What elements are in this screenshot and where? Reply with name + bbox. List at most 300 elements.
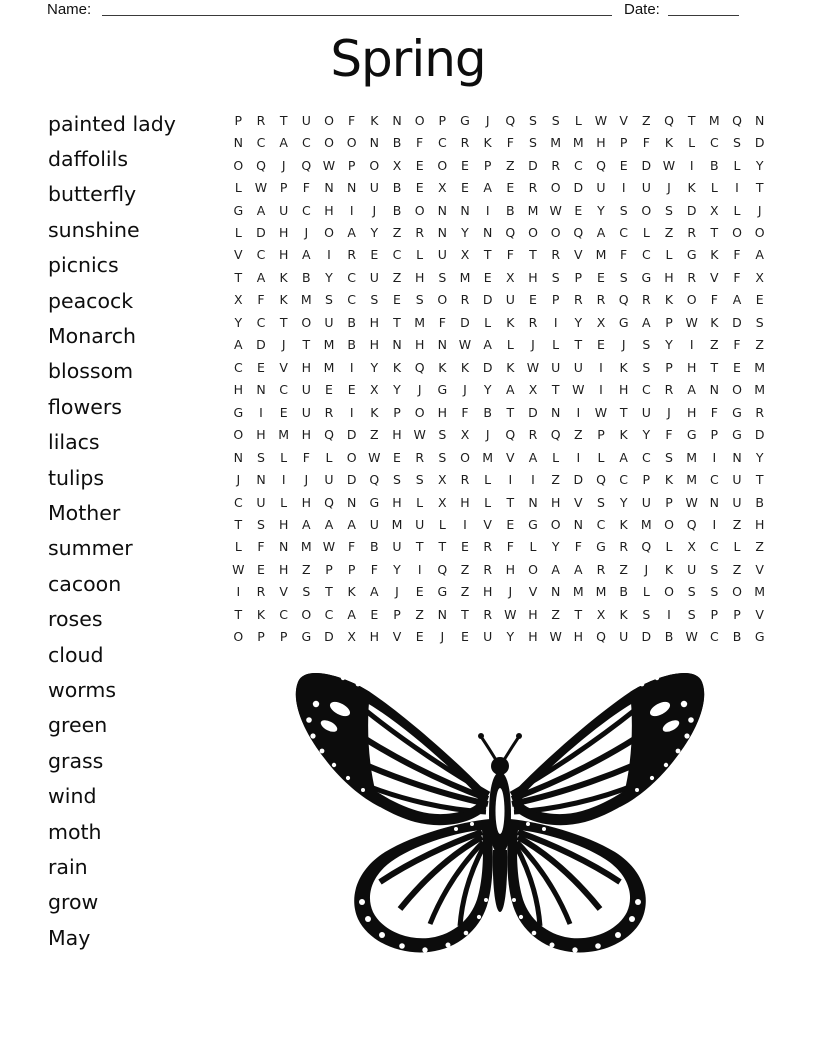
grid-letter-r5-c6: I — [349, 202, 354, 218]
grid-letter-r2-c5: O — [324, 135, 334, 151]
grid-letter-r18-c1: C — [233, 494, 243, 510]
grid-letter-r13-c24: M — [754, 382, 766, 398]
grid-letter-r1-c10: P — [438, 112, 447, 128]
grid-letter-r3-c14: D — [528, 157, 538, 173]
grid-letter-r7-c3: H — [278, 247, 289, 263]
grid-letter-r12-c2: E — [257, 359, 265, 375]
grid-letter-r16-c8: E — [393, 449, 401, 465]
grid-letter-r7-c2: C — [256, 247, 266, 263]
grid-letter-r14-c16: I — [576, 404, 581, 420]
grid-letter-r24-c10: J — [440, 629, 445, 645]
grid-letter-r15-c5: Q — [324, 427, 334, 443]
grid-letter-r14-c5: R — [324, 404, 334, 420]
grid-letter-r12-c5: M — [323, 359, 335, 375]
grid-letter-r11-c22: Z — [710, 337, 719, 353]
grid-letter-r18-c10: X — [438, 494, 447, 510]
grid-letter-r11-c14: J — [531, 337, 535, 353]
grid-letter-r23-c1: T — [234, 606, 243, 622]
grid-letter-r22-c23: O — [732, 584, 742, 600]
grid-letter-r6-c1: L — [234, 225, 242, 241]
grid-letter-r14-c7: K — [370, 404, 379, 420]
grid-letter-r8-c12: E — [483, 269, 492, 285]
grid-letter-r3-c1: O — [233, 157, 244, 173]
grid-letter-r22-c22: S — [710, 584, 719, 600]
grid-letter-r13-c9: J — [417, 382, 422, 398]
grid-letter-r12-c13: K — [506, 359, 515, 375]
grid-letter-r1-c1: P — [234, 112, 243, 128]
grid-letter-r20-c9: T — [415, 539, 424, 555]
grid-letter-r13-c1: H — [233, 382, 244, 398]
grid-letter-r10-c3: T — [279, 314, 288, 330]
grid-letter-r2-c19: F — [642, 135, 650, 151]
grid-letter-r2-c21: L — [688, 135, 696, 151]
grid-letter-r8-c9: H — [414, 269, 425, 285]
grid-letter-r14-c1: G — [233, 404, 244, 420]
grid-letter-r10-c13: K — [506, 314, 515, 330]
grid-letter-r20-c16: F — [574, 539, 582, 555]
grid-letter-r17-c7: Q — [369, 472, 380, 488]
grid-letter-r1-c9: O — [414, 112, 425, 128]
grid-letter-r6-c18: C — [619, 225, 629, 241]
grid-letter-r12-c8: K — [392, 359, 402, 375]
grid-letter-r1-c23: Q — [732, 112, 742, 128]
grid-letter-r4-c19: U — [641, 180, 651, 196]
grid-letter-r16-c24: Y — [755, 449, 764, 465]
grid-letter-r24-c23: B — [732, 629, 742, 645]
grid-letter-r20-c4: M — [300, 539, 312, 555]
grid-letter-r23-c18: K — [619, 606, 628, 622]
grid-letter-r21-c24: V — [755, 561, 764, 577]
grid-letter-r6-c24: O — [754, 225, 765, 241]
grid-letter-r10-c18: G — [618, 314, 629, 330]
grid-letter-r1-c22: M — [708, 112, 720, 128]
grid-letter-r6-c4: J — [304, 225, 309, 241]
grid-letter-r24-c8: V — [392, 629, 402, 645]
grid-letter-r10-c8: T — [393, 314, 401, 330]
grid-letter-r19-c15: O — [550, 516, 561, 532]
grid-letter-r7-c5: I — [327, 247, 331, 263]
grid-letter-r19-c1: T — [234, 516, 243, 532]
grid-letter-r22-c13: J — [508, 584, 513, 600]
grid-letter-r22-c19: L — [642, 584, 650, 600]
grid-letter-r23-c13: W — [504, 606, 517, 622]
grid-letter-r2-c10: C — [437, 135, 447, 151]
grid-letter-r10-c24: S — [755, 314, 764, 330]
grid-letter-r5-c10: N — [437, 202, 447, 218]
grid-letter-r7-c7: E — [370, 247, 379, 263]
grid-letter-r11-c15: L — [552, 337, 560, 353]
grid-letter-r9-c7: S — [370, 292, 379, 308]
grid-letter-r14-c13: T — [506, 404, 515, 420]
grid-letter-r21-c14: O — [528, 561, 538, 577]
grid-letter-r20-c1: L — [234, 539, 242, 555]
grid-letter-r2-c15: M — [550, 135, 562, 151]
grid-letter-r22-c14: V — [528, 584, 538, 600]
grid-letter-r3-c10: O — [437, 157, 448, 173]
grid-letter-r22-c21: S — [687, 584, 696, 600]
grid-letter-r17-c10: X — [438, 472, 447, 488]
grid-letter-r4-c18: I — [621, 180, 626, 196]
grid-letter-r24-c5: D — [324, 629, 334, 645]
grid-letter-r4-c2: W — [254, 180, 268, 196]
monarch-butterfly-icon — [290, 654, 710, 959]
grid-letter-r9-c22: F — [710, 292, 718, 308]
grid-letter-r24-c17: Q — [596, 629, 606, 645]
grid-letter-r24-c16: H — [573, 629, 584, 645]
grid-letter-r23-c4: O — [301, 606, 312, 622]
grid-letter-r12-c18: K — [619, 359, 628, 375]
grid-letter-r13-c19: C — [641, 382, 651, 398]
grid-letter-r8-c21: R — [687, 269, 696, 285]
word-list-item: flowers — [48, 394, 122, 419]
grid-letter-r6-c15: O — [550, 225, 561, 241]
grid-letter-r17-c20: K — [664, 472, 674, 488]
grid-letter-r1-c21: T — [687, 112, 696, 128]
grid-letter-r11-c16: T — [574, 337, 583, 353]
grid-letter-r9-c8: E — [393, 292, 401, 308]
grid-letter-r16-c12: M — [482, 449, 494, 465]
grid-letter-r12-c24: M — [754, 359, 766, 375]
grid-letter-r16-c10: S — [438, 449, 447, 465]
grid-letter-r8-c5: Y — [325, 269, 333, 285]
grid-letter-r8-c17: E — [597, 269, 605, 285]
grid-letter-r10-c22: K — [710, 314, 719, 330]
grid-letter-r21-c3: H — [278, 561, 289, 577]
grid-letter-r23-c9: Z — [415, 606, 424, 622]
grid-letter-r23-c16: T — [574, 606, 583, 622]
grid-letter-r17-c19: P — [642, 472, 651, 488]
grid-letter-r3-c2: Q — [256, 157, 266, 173]
grid-letter-r13-c21: A — [687, 382, 696, 398]
grid-letter-r5-c8: B — [392, 202, 402, 218]
grid-letter-r19-c21: Q — [686, 516, 697, 532]
grid-letter-r24-c19: D — [641, 629, 652, 645]
grid-letter-r3-c17: Q — [596, 157, 606, 173]
grid-letter-r15-c17: P — [597, 427, 605, 443]
word-list-item: wind — [48, 784, 97, 809]
grid-letter-r21-c7: F — [370, 561, 378, 577]
grid-letter-r9-c10: O — [437, 292, 448, 308]
grid-letter-r16-c13: V — [506, 449, 515, 465]
grid-letter-r1-c18: V — [619, 112, 628, 128]
grid-letter-r15-c3: M — [278, 427, 290, 443]
grid-letter-r4-c7: U — [369, 180, 379, 196]
grid-letter-r24-c13: Y — [506, 629, 515, 645]
grid-letter-r1-c16: L — [574, 112, 582, 128]
grid-letter-r12-c4: H — [301, 359, 312, 375]
grid-letter-r21-c1: W — [232, 561, 245, 577]
grid-letter-r18-c11: H — [460, 494, 470, 510]
grid-letter-r3-c18: E — [619, 157, 628, 173]
grid-letter-r24-c12: U — [483, 629, 493, 645]
word-list-item: cloud — [48, 642, 104, 667]
grid-letter-r20-c10: T — [438, 539, 447, 555]
grid-letter-r15-c18: K — [619, 427, 628, 443]
grid-letter-r13-c18: H — [618, 382, 629, 398]
grid-letter-r4-c16: D — [573, 180, 584, 196]
grid-letter-r2-c22: C — [709, 135, 719, 151]
grid-letter-r4-c15: O — [550, 180, 561, 196]
grid-letter-r12-c3: V — [279, 359, 288, 375]
grid-letter-r13-c4: U — [301, 382, 311, 398]
grid-letter-r8-c22: V — [710, 269, 719, 285]
grid-letter-r20-c2: F — [257, 539, 265, 555]
grid-letter-r6-c5: O — [324, 225, 334, 241]
grid-letter-r7-c8: C — [392, 247, 402, 263]
grid-letter-r2-c8: B — [392, 135, 402, 151]
grid-letter-r18-c22: N — [709, 494, 719, 510]
grid-letter-r11-c21: I — [689, 337, 694, 353]
grid-letter-r3-c8: X — [392, 157, 402, 173]
grid-letter-r6-c8: Z — [392, 225, 402, 241]
grid-letter-r19-c16: N — [573, 516, 583, 532]
grid-letter-r2-c18: P — [619, 135, 628, 151]
grid-letter-r14-c19: U — [641, 404, 651, 420]
grid-letter-r16-c9: R — [415, 449, 424, 465]
grid-letter-r4-c8: B — [392, 180, 402, 196]
grid-letter-r24-c9: E — [415, 629, 424, 645]
grid-letter-r22-c18: B — [619, 584, 628, 600]
grid-letter-r3-c7: O — [369, 157, 380, 173]
grid-letter-r5-c7: J — [372, 202, 377, 218]
grid-letter-r1-c8: N — [392, 112, 402, 128]
grid-letter-r15-c22: P — [710, 427, 719, 443]
grid-letter-r20-c18: R — [619, 539, 628, 555]
grid-letter-r23-c22: P — [710, 606, 719, 622]
grid-letter-r5-c16: E — [574, 202, 583, 218]
grid-letter-r16-c16: I — [576, 449, 581, 465]
grid-letter-r23-c12: R — [483, 606, 492, 622]
word-list-item: worms — [48, 677, 117, 702]
grid-letter-r16-c3: L — [280, 449, 288, 465]
grid-letter-r23-c21: S — [687, 606, 696, 622]
grid-letter-r16-c22: I — [712, 449, 717, 465]
grid-letter-r3-c15: R — [551, 157, 560, 173]
grid-letter-r7-c22: K — [710, 247, 719, 263]
grid-letter-r6-c6: A — [347, 225, 356, 241]
grid-letter-r7-c1: V — [234, 247, 243, 263]
grid-letter-r8-c8: Z — [392, 269, 402, 285]
grid-letter-r11-c2: D — [256, 337, 266, 353]
grid-letter-r1-c17: W — [594, 112, 608, 128]
grid-letter-r19-c24: H — [754, 516, 765, 532]
grid-letter-r23-c3: C — [279, 606, 289, 622]
grid-letter-r12-c21: H — [686, 359, 697, 375]
grid-letter-r4-c3: P — [279, 180, 288, 196]
grid-letter-r19-c3: H — [278, 516, 289, 532]
grid-letter-r6-c11: Y — [461, 225, 469, 241]
grid-letter-r4-c22: L — [710, 180, 718, 196]
grid-letter-r1-c14: S — [529, 112, 537, 128]
date-label: Date: — [624, 1, 660, 18]
grid-letter-r12-c14: W — [526, 359, 540, 375]
grid-letter-r17-c3: I — [281, 472, 286, 488]
grid-letter-r7-c23: F — [733, 247, 741, 263]
grid-letter-r7-c10: U — [437, 247, 447, 263]
grid-letter-r20-c6: F — [348, 539, 356, 555]
grid-letter-r17-c12: L — [484, 472, 492, 488]
grid-letter-r13-c5: E — [325, 382, 333, 398]
word-list-item: painted lady — [48, 111, 176, 136]
grid-letter-r16-c19: C — [641, 449, 651, 465]
grid-letter-r17-c11: R — [460, 472, 470, 488]
grid-letter-r10-c23: D — [732, 314, 742, 330]
grid-letter-r12-c17: I — [599, 359, 603, 375]
grid-letter-r21-c9: I — [417, 561, 422, 577]
grid-letter-r22-c3: V — [279, 584, 288, 600]
grid-letter-r10-c15: I — [553, 314, 558, 330]
grid-letter-r12-c19: S — [642, 359, 651, 375]
grid-letter-r17-c13: I — [508, 472, 513, 488]
grid-letter-r14-c17: W — [594, 404, 608, 420]
grid-letter-r18-c12: L — [484, 494, 492, 510]
grid-letter-r7-c19: C — [641, 247, 651, 263]
grid-letter-r2-c6: O — [346, 135, 357, 151]
grid-letter-r9-c9: S — [415, 292, 424, 308]
grid-letter-r20-c19: Q — [641, 539, 652, 555]
grid-letter-r11-c10: N — [437, 337, 447, 353]
grid-letter-r8-c11: M — [459, 269, 471, 285]
grid-letter-r5-c20: S — [665, 202, 673, 218]
grid-letter-r6-c9: R — [415, 225, 424, 241]
grid-letter-r21-c8: Y — [393, 561, 401, 577]
grid-letter-r13-c23: O — [732, 382, 742, 398]
grid-letter-r15-c12: J — [485, 427, 490, 443]
grid-letter-r12-c15: U — [551, 359, 561, 375]
grid-letter-r17-c2: N — [256, 472, 266, 488]
grid-letter-r11-c3: J — [281, 337, 286, 353]
grid-letter-r6-c7: Y — [370, 225, 379, 241]
grid-letter-r13-c17: I — [599, 382, 603, 398]
grid-letter-r21-c4: Z — [302, 561, 311, 577]
grid-letter-r4-c17: U — [596, 180, 606, 196]
grid-letter-r4-c23: I — [735, 180, 739, 196]
grid-letter-r3-c13: Z — [506, 157, 515, 173]
grid-letter-r10-c9: M — [414, 314, 426, 330]
grid-letter-r6-c19: L — [642, 225, 650, 241]
grid-letter-r10-c6: B — [347, 314, 356, 330]
grid-letter-r19-c13: E — [506, 516, 515, 532]
grid-letter-r10-c20: P — [665, 314, 673, 330]
grid-letter-r24-c22: C — [709, 629, 719, 645]
grid-letter-r15-c20: F — [665, 427, 673, 443]
grid-letter-r10-c16: Y — [574, 314, 583, 330]
grid-letter-r24-c14: H — [528, 629, 538, 645]
grid-letter-r10-c11: D — [460, 314, 470, 330]
grid-letter-r22-c11: Z — [460, 584, 470, 600]
word-list — [48, 106, 176, 955]
grid-letter-r15-c11: X — [460, 427, 470, 443]
grid-letter-r24-c4: G — [301, 629, 312, 645]
grid-letter-r22-c24: M — [754, 584, 766, 600]
grid-letter-r16-c15: L — [552, 449, 560, 465]
grid-letter-r14-c18: T — [619, 404, 628, 420]
grid-letter-r3-c5: W — [322, 157, 336, 173]
grid-letter-r2-c24: D — [754, 135, 765, 151]
grid-letter-r22-c8: J — [395, 584, 399, 600]
grid-letter-r3-c9: E — [415, 157, 424, 173]
grid-letter-r5-c12: I — [485, 202, 490, 218]
grid-letter-r2-c13: F — [506, 135, 514, 151]
grid-letter-r16-c18: A — [619, 449, 628, 465]
grid-letter-r6-c13: Q — [505, 225, 516, 241]
grid-letter-r18-c21: W — [685, 494, 698, 510]
grid-letter-r8-c1: T — [234, 269, 243, 285]
grid-letter-r1-c24: N — [754, 112, 765, 128]
grid-letter-r21-c10: Q — [437, 561, 448, 577]
word-list-item: roses — [48, 607, 103, 632]
grid-letter-r4-c24: T — [755, 180, 764, 196]
grid-letter-r22-c17: M — [595, 584, 607, 600]
grid-letter-r14-c22: F — [710, 404, 718, 420]
grid-letter-r13-c20: R — [664, 382, 674, 398]
grid-letter-r18-c18: Y — [619, 494, 628, 510]
grid-letter-r12-c23: E — [733, 359, 741, 375]
grid-letter-r9-c3: K — [279, 292, 288, 308]
grid-letter-r7-c12: T — [483, 247, 492, 263]
grid-letter-r20-c17: G — [596, 539, 606, 555]
grid-letter-r3-c12: P — [483, 157, 492, 173]
grid-letter-r5-c1: G — [233, 202, 244, 218]
grid-letter-r21-c22: S — [710, 561, 719, 577]
grid-letter-r13-c16: W — [572, 382, 585, 398]
grid-letter-r9-c2: F — [257, 292, 265, 308]
grid-letter-r5-c11: N — [460, 202, 470, 218]
grid-letter-r13-c12: Y — [483, 382, 492, 398]
grid-letter-r21-c2: E — [257, 561, 265, 577]
grid-letter-r2-c1: N — [233, 135, 243, 151]
grid-letter-r12-c11: K — [460, 359, 470, 375]
grid-letter-r22-c1: I — [236, 584, 241, 600]
grid-letter-r8-c10: S — [438, 269, 447, 285]
grid-letter-r13-c3: C — [279, 382, 289, 398]
grid-letter-r20-c23: L — [733, 539, 741, 555]
grid-letter-r16-c14: A — [528, 449, 538, 465]
grid-letter-r9-c20: K — [664, 292, 674, 308]
grid-letter-r24-c20: B — [664, 629, 674, 645]
grid-letter-r11-c4: T — [302, 337, 311, 353]
grid-letter-r4-c13: E — [506, 180, 515, 196]
grid-letter-r17-c5: U — [324, 472, 334, 488]
grid-letter-r4-c1: L — [234, 180, 242, 196]
grid-letter-r19-c14: G — [528, 516, 538, 532]
grid-letter-r17-c1: J — [236, 472, 241, 488]
grid-letter-r3-c11: E — [461, 157, 469, 173]
grid-letter-r9-c11: R — [460, 292, 470, 308]
grid-letter-r9-c18: Q — [618, 292, 629, 308]
grid-letter-r21-c17: R — [596, 561, 606, 577]
grid-letter-r13-c8: Y — [393, 382, 401, 398]
grid-letter-r23-c5: C — [324, 606, 334, 622]
grid-letter-r16-c6: O — [346, 449, 357, 465]
word-list-item: grow — [48, 890, 99, 915]
grid-letter-r18-c3: L — [280, 494, 288, 510]
grid-letter-r17-c14: I — [531, 472, 535, 488]
grid-letter-r18-c15: H — [550, 494, 561, 510]
grid-letter-r18-c19: U — [641, 494, 651, 510]
grid-letter-r14-c3: E — [279, 404, 288, 420]
grid-letter-r11-c11: W — [458, 337, 472, 353]
grid-letter-r14-c6: I — [349, 404, 354, 420]
grid-letter-r23-c24: V — [755, 606, 764, 622]
grid-letter-r9-c16: R — [573, 292, 583, 308]
grid-letter-r11-c19: S — [642, 337, 651, 353]
grid-letter-r23-c10: N — [437, 606, 447, 622]
grid-letter-r4-c21: K — [687, 180, 696, 196]
grid-letter-r18-c17: S — [597, 494, 605, 510]
grid-letter-r23-c17: X — [596, 606, 606, 622]
grid-letter-r17-c16: D — [573, 472, 584, 488]
